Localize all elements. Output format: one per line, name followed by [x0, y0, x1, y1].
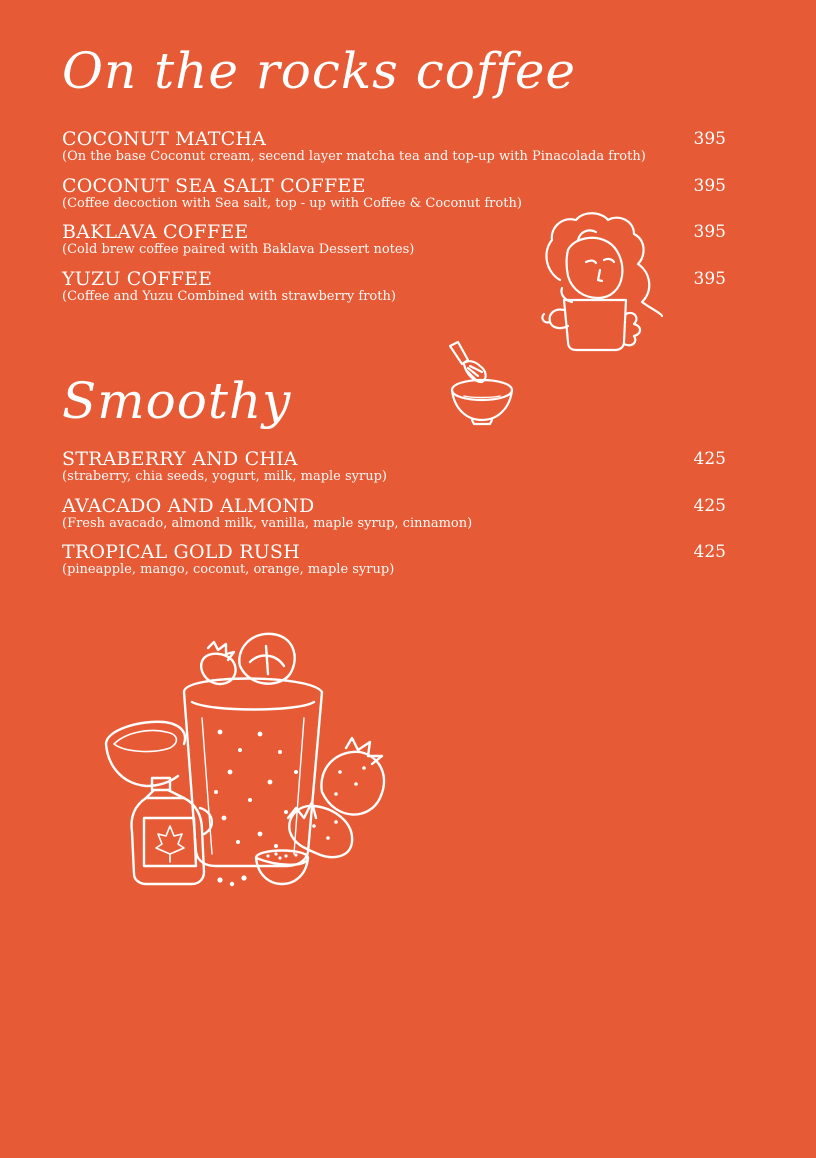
menu-item — [62, 495, 726, 542]
item-description: (Coffee and Yuzu Combined with strawberry froth) — [62, 288, 396, 304]
item-name: AVACADO AND ALMOND — [62, 494, 315, 517]
item-price: 395 — [693, 175, 726, 196]
section-title-smoothy: Smoothy — [62, 372, 292, 430]
item-description: (Cold brew coffee paired with Baklava Dessert notes) — [62, 242, 415, 257]
item-description: (pineapple, mango, coconut, orange, maple syrup) — [62, 562, 395, 577]
item-name: TROPICAL GOLD RUSH — [62, 541, 300, 563]
item-price: 395 — [693, 129, 726, 149]
smoothie-strawberries-icon — [100, 622, 400, 892]
smoothy-menu-list — [62, 448, 726, 588]
menu-item — [62, 541, 726, 588]
item-name: YUZU COFFEE — [62, 267, 213, 290]
item-price: 425 — [693, 495, 726, 516]
section-title-coffee: On the rocks coffee — [62, 42, 577, 100]
item-price: 395 — [693, 222, 726, 242]
item-name: COCONUT MATCHA — [62, 128, 267, 150]
item-price: 395 — [693, 268, 726, 289]
woman-drinking-coffee-icon — [538, 210, 668, 355]
matcha-bowl-whisk-icon — [444, 340, 520, 426]
item-description: (On the base Coconut cream, secend layer matcha tea and top-up with Pinacolada froth) — [62, 149, 646, 164]
item-price: 425 — [693, 542, 726, 562]
item-name: BAKLAVA COFFEE — [62, 221, 249, 243]
item-name: COCONUT SEA SALT COFFEE — [62, 174, 366, 197]
item-description: (Fresh avacado, almond milk, vanilla, maple syrup, cinnamon) — [62, 515, 473, 531]
item-description: (straberry, chia seeds, yogurt, milk, maple syrup) — [62, 469, 387, 484]
item-description: (Coffee decoction with Sea salt, top - up with Coffee & Coconut froth) — [62, 195, 522, 211]
menu-item — [62, 448, 726, 495]
item-price: 425 — [693, 449, 726, 469]
item-name: STRABERRY AND CHIA — [62, 448, 298, 470]
menu-item — [62, 128, 726, 175]
